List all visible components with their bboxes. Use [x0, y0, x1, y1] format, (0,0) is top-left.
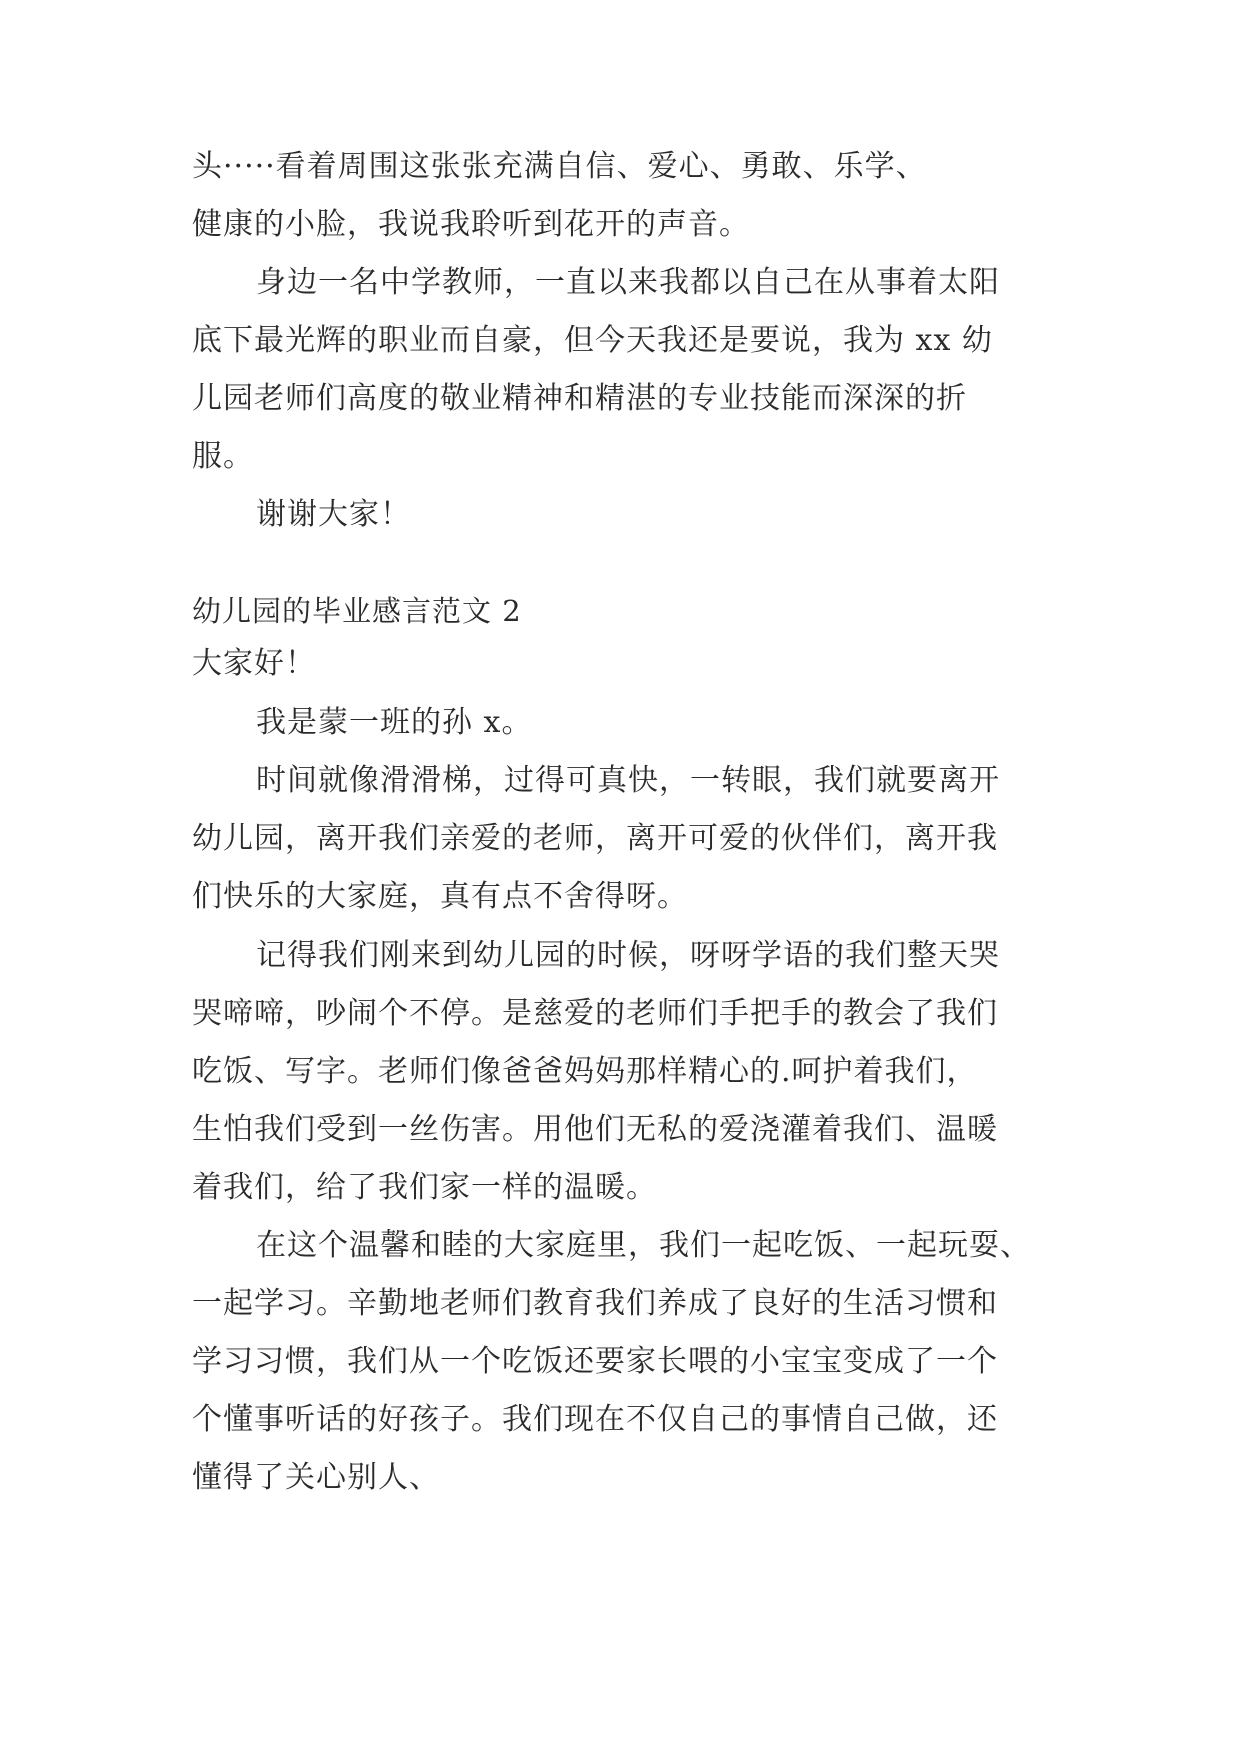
paragraph-line: 一起学习。辛勤地老师们教育我们养成了良好的生活习惯和: [192, 1286, 998, 1321]
paragraph-line: 健康的小脸，我说我聆听到花开的声音。: [192, 207, 750, 242]
paragraph-line: 哭啼啼，吵闹个不停。是慈爱的老师们手把手的教会了我们: [192, 996, 998, 1031]
paragraph-line: 在这个温馨和睦的大家庭里，我们一起吃饭、一起玩耍、: [256, 1228, 1031, 1263]
paragraph-line: 底下最光辉的职业而自豪，但今天我还是要说，我为 xx 幼: [192, 323, 993, 358]
paragraph-line: 学习习惯，我们从一个吃饭还要家长喂的小宝宝变成了一个: [192, 1344, 998, 1379]
paragraph-line: 儿园老师们高度的敬业精神和精湛的专业技能而深深的折: [192, 381, 967, 416]
paragraph-line: 着我们，给了我们家一样的温暖。: [192, 1170, 657, 1205]
paragraph-line: 吃饭、写字。老师们像爸爸妈妈那样精心的.呵护着我们，: [192, 1054, 978, 1089]
greeting: 大家好！: [192, 646, 316, 681]
paragraph-line: 生怕我们受到一丝伤害。用他们无私的爱浇灌着我们、温暖: [192, 1112, 998, 1147]
paragraph-line: 服。: [192, 439, 254, 474]
paragraph-line: 幼儿园，离开我们亲爱的老师，离开可爱的伙伴们，离开我: [192, 821, 998, 856]
section-title: 幼儿园的毕业感言范文 2: [192, 594, 522, 628]
paragraph-line: 时间就像滑滑梯，过得可真快，一转眼，我们就要离开: [256, 763, 1000, 798]
paragraph-line: 身边一名中学教师，一直以来我都以自己在从事着太阳: [256, 265, 1000, 300]
closing-line: 谢谢大家！: [256, 497, 411, 532]
paragraph-line: 头·····看着周围这张张充满自信、爱心、勇敢、乐学、: [192, 149, 927, 184]
paragraph-line: 个懂事听话的好孩子。我们现在不仅自己的事情自己做，还: [192, 1402, 998, 1437]
paragraph-line: 我是蒙一班的孙 x。: [256, 705, 533, 740]
paragraph-line: 记得我们刚来到幼儿园的时候，呀呀学语的我们整天哭: [256, 938, 1000, 973]
paragraph-line: 们快乐的大家庭，真有点不舍得呀。: [192, 879, 688, 914]
paragraph-line: 懂得了关心别人、: [192, 1460, 440, 1495]
